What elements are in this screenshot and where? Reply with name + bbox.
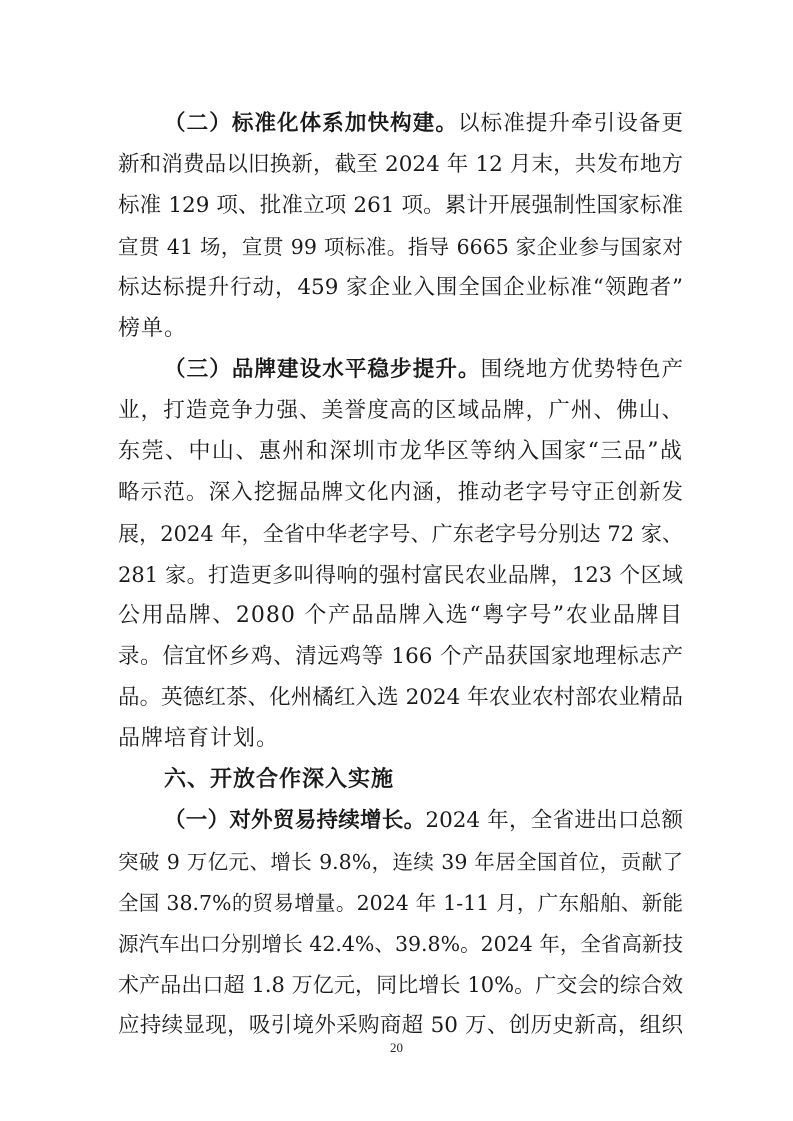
paragraph-line: 略示范。深入挖掘品牌文化内涵，推动老字号守正创新发 (118, 480, 683, 505)
paragraph-line: 标准 129 项、批准立项 261 项。累计开展强制性国家标准 (118, 193, 683, 218)
paragraph-line: 新和消费品以旧换新，截至 2024 年 12 月末，共发布地方 (118, 152, 683, 177)
paragraph-line: 公用品牌、2080 个产品品牌入选“粤字号”农业品牌目 (118, 603, 683, 628)
paragraph-line: 录。信宜怀乡鸡、清远鸡等 166 个产品获国家地理标志产 (118, 644, 683, 669)
paragraph-line: 业，打造竞争力强、美誉度高的区域品牌，广州、佛山、 (118, 398, 683, 423)
section-heading: （三）品牌建设水平稳步提升。 (164, 357, 481, 382)
paragraph-line: 榜单。 (118, 316, 188, 341)
paragraph-line (164, 801, 683, 841)
section-heading: （一）对外贸易持续增长。 (164, 808, 426, 833)
paragraph-text: 以标准提升牵引设备更 (457, 111, 683, 136)
paragraph-line (164, 104, 683, 144)
paragraph-line: 品。英德红茶、化州橘红入选 2024 年农业农村部农业精品 (118, 685, 683, 710)
paragraph-text: 围绕地方优势特色产 (480, 357, 683, 382)
paragraph-line: 281 家。打造更多叫得响的强村富民农业品牌，123 个区域 (118, 563, 683, 587)
page-number: 20 (390, 1040, 403, 1055)
paragraph-line: 应持续显现，吸引境外采购商超 50 万、创历史新高，组织 (118, 1013, 683, 1038)
paragraph-line: 全国 38.7%的贸易增量。2024 年 1-11 月，广东船舶、新能 (118, 891, 683, 915)
chapter-heading: 六、开放合作深入实施 (164, 767, 395, 792)
paragraph-line: 展，2024 年，全省中华老字号、广东老字号分别达 72 家、 (118, 522, 683, 546)
paragraph-line: 标达标提升行动，459 家企业入围全国企业标准“领跑者” (118, 275, 683, 300)
section-heading: （二）标准化体系加快构建。 (164, 111, 458, 136)
paragraph-line (164, 350, 683, 390)
paragraph-line: 东莞、中山、惠州和深圳市龙华区等纳入国家“三品”战 (118, 439, 683, 464)
paragraph-line: 突破 9 万亿元、增长 9.8%，连续 39 年居全国首位，贡献了 (118, 850, 683, 874)
paragraph-line: 术产品出口超 1.8 万亿元，同比增长 10%。广交会的综合效 (118, 973, 683, 997)
paragraph-text: 2024 年，全省进出口总额 (425, 808, 683, 833)
paragraph-line: 源汽车出口分别增长 42.4%、39.8%。2024 年，全省高新技 (118, 932, 683, 956)
paragraph-line: 品牌培育计划。 (118, 726, 280, 751)
paragraph-line: 宣贯 41 场，宣贯 99 项标准。指导 6665 家企业参与国家对 (118, 235, 683, 259)
